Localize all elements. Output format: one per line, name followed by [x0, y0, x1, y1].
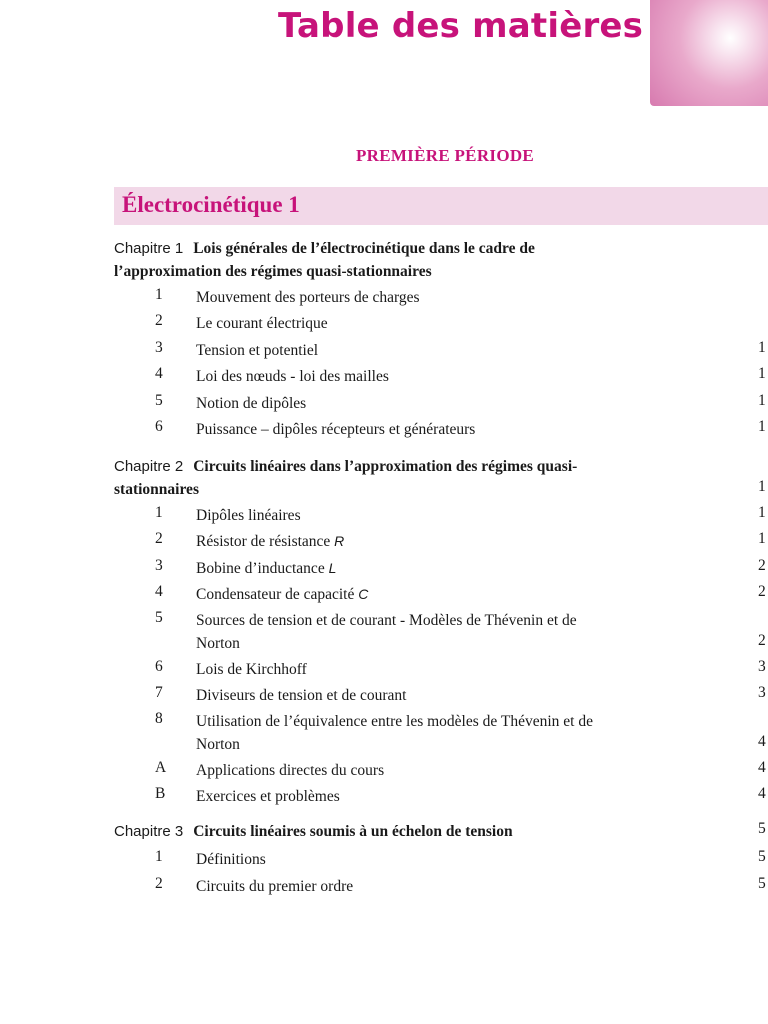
page-number: 1	[758, 339, 766, 356]
page-number: 4	[758, 733, 766, 750]
entry-number: 4	[155, 583, 163, 600]
toc-entry[interactable]	[0, 557, 768, 583]
variable-symbol: R	[334, 533, 345, 549]
entry-number: 2	[155, 312, 163, 329]
corner-decoration	[650, 0, 768, 106]
variable-symbol: L	[328, 560, 337, 576]
toc-entry[interactable]	[0, 583, 768, 609]
chapter-3-page-number: 5	[758, 820, 766, 837]
entry-number: 5	[155, 609, 163, 626]
entry-title: Puissance – dipôles récepteurs et générateurs	[196, 421, 476, 438]
toc-entry[interactable]	[0, 848, 768, 874]
page-number: 5	[758, 875, 766, 892]
page-number: 4	[758, 785, 766, 802]
page-number: 3	[758, 658, 766, 675]
entry-title: Condensateur de capacité C	[196, 586, 369, 603]
entry-title: Loi des nœuds - loi des mailles	[196, 368, 389, 385]
page-number: 1	[758, 530, 766, 547]
entry-title: Définitions	[196, 851, 266, 868]
page-number: 2	[758, 632, 766, 649]
entry-number: 2	[155, 875, 163, 892]
chapter-3-label: Chapitre 3	[114, 823, 184, 840]
entry-number: A	[155, 759, 167, 776]
entry-number: 7	[155, 684, 163, 701]
toc-entry[interactable]	[0, 875, 768, 901]
chapter-1-label: Chapitre 1	[114, 240, 184, 257]
toc-entry[interactable]	[0, 710, 768, 758]
toc-entry[interactable]	[0, 392, 768, 418]
chapter-2-title: Circuits linéaires dans l’approximation des régimes quasi-stationnaires	[114, 458, 578, 498]
chapter-1-heading[interactable]	[114, 237, 634, 283]
toc-entry[interactable]	[0, 785, 768, 811]
chapter-3-title: Circuits linéaires soumis à un échelon de tension	[193, 823, 513, 840]
section-band	[114, 187, 768, 225]
page-number: 5	[758, 848, 766, 865]
entry-title: Dipôles linéaires	[196, 507, 301, 524]
entry-title: Le courant électrique	[196, 315, 328, 332]
entry-title: Applications directes du cours	[196, 762, 385, 779]
entry-number: B	[155, 785, 166, 802]
page-number: 1	[758, 365, 766, 382]
page-number: 2	[758, 583, 766, 600]
toc-entry[interactable]	[0, 286, 768, 312]
chapter-2-heading[interactable]	[114, 455, 634, 501]
entry-title: Tension et potentiel	[196, 342, 319, 359]
page-title: Table des matières	[278, 6, 644, 46]
section-title: Électrocinétique 1	[122, 192, 300, 217]
toc-entry[interactable]	[0, 658, 768, 684]
entry-number: 2	[155, 530, 163, 547]
toc-entry[interactable]	[0, 418, 768, 444]
period-heading: PREMIÈRE PÉRIODE	[355, 146, 535, 165]
entry-title: Bobine d’inductance L	[196, 560, 337, 577]
entry-number: 1	[155, 504, 163, 521]
entry-number: 3	[155, 557, 163, 574]
toc-entry[interactable]	[0, 504, 768, 530]
entry-title: Diviseurs de tension et de courant	[196, 687, 407, 704]
toc-entry[interactable]	[0, 365, 768, 391]
chapter-1-title: Lois générales de l’électrocinétique dans le cadre de l’approximation des régimes quasi-stationnaires	[114, 240, 535, 280]
entry-number: 1	[155, 286, 163, 303]
entry-title: Circuits du premier ordre	[196, 878, 354, 895]
entry-title: Résistor de résistance R	[196, 533, 345, 550]
entry-title: Lois de Kirchhoff	[196, 661, 307, 678]
chapter-2-label: Chapitre 2	[114, 458, 184, 475]
entry-number: 5	[155, 392, 163, 409]
toc-entry[interactable]	[0, 609, 768, 657]
entry-title: Mouvement des porteurs de charges	[196, 289, 420, 306]
chapter-2-page-number: 1	[758, 478, 766, 495]
entry-number: 4	[155, 365, 163, 382]
page-number: 1	[758, 504, 766, 521]
page-number: 3	[758, 684, 766, 701]
entry-title: Sources de tension et de courant - Modèles de Thévenin et de Norton	[196, 612, 577, 652]
page-number: 2	[758, 557, 766, 574]
entry-number: 8	[155, 710, 163, 727]
toc-entry[interactable]	[0, 312, 768, 338]
chapter-3-heading[interactable]	[114, 820, 674, 843]
entry-number: 6	[155, 418, 163, 435]
entry-number: 6	[155, 658, 163, 675]
page-number: 1	[758, 392, 766, 409]
toc-entry[interactable]	[0, 339, 768, 365]
page-number: 1	[758, 418, 766, 435]
toc-entry[interactable]	[0, 759, 768, 785]
variable-symbol: C	[358, 586, 369, 602]
entry-title: Notion de dipôles	[196, 395, 307, 412]
entry-title: Utilisation de l’équivalence entre les modèles de Thévenin et de Norton	[196, 713, 593, 753]
entry-number: 1	[155, 848, 163, 865]
toc-entry[interactable]	[0, 530, 768, 556]
entry-number: 3	[155, 339, 163, 356]
toc-entry[interactable]	[0, 684, 768, 710]
entry-title: Exercices et problèmes	[196, 788, 340, 805]
page-number: 4	[758, 759, 766, 776]
